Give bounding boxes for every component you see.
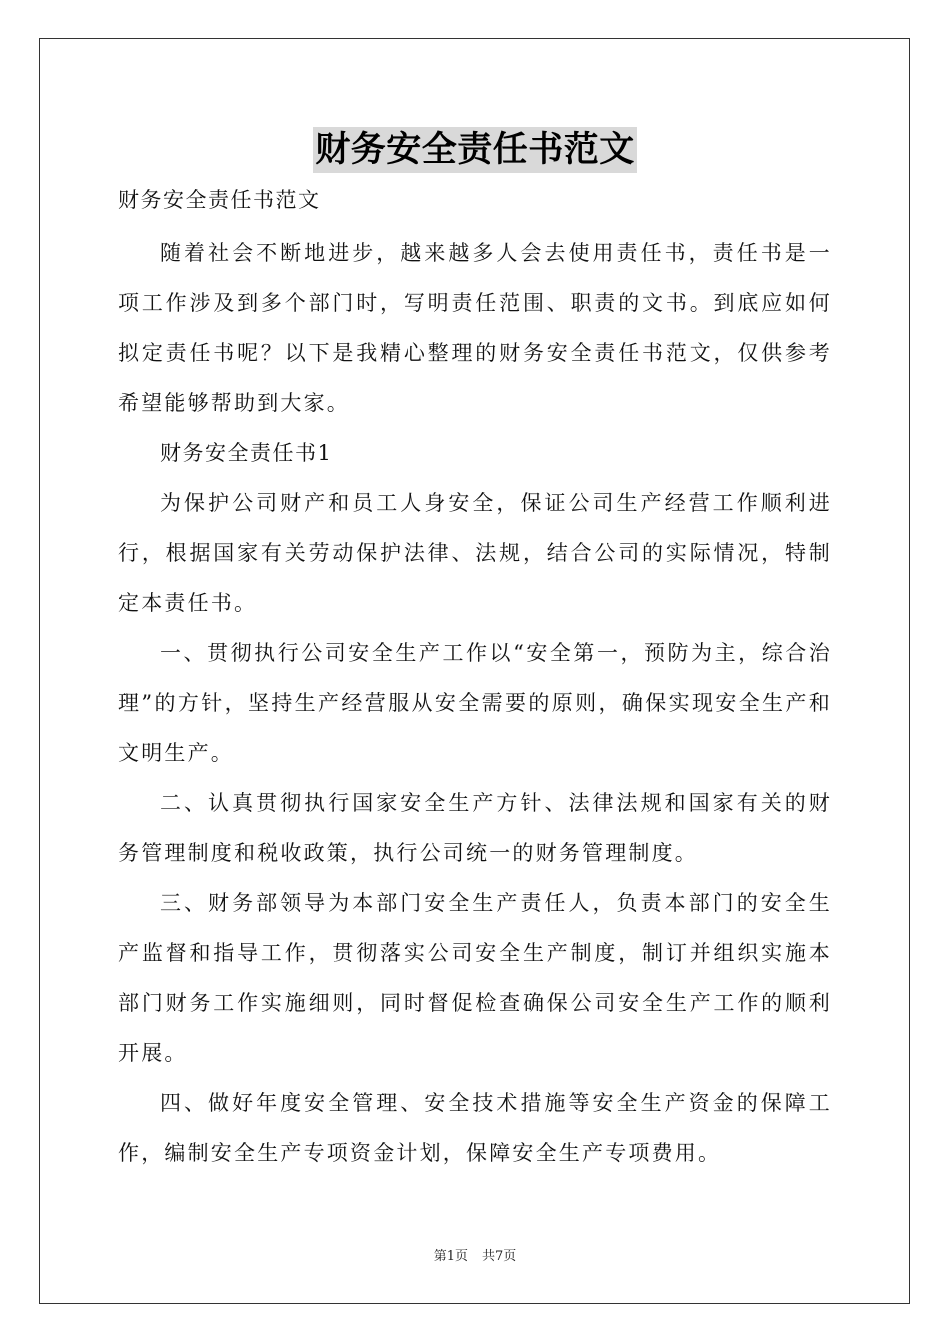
page-footer: [0, 1247, 950, 1267]
section-heading: 财务安全责任书1: [160, 441, 333, 465]
intro-paragraph: 随着社会不断地进步，越来越多人会去使用责任书，责任书是一项工作涉及到多个部门时，写明责任范围、职责的文书。到底应如何拟定责任书呢？以下是我精心整理的财务安全责任书范文，仅供参考希望能够帮助到大家。: [118, 241, 832, 415]
body-paragraph: 为保护公司财产和员工人身安全，保证公司生产经营工作顺利进行，根据国家有关劳动保护法律、法规，结合公司的实际情况，特制定本责任书。: [118, 491, 832, 615]
page-number: 第1页: [433, 1249, 468, 1264]
document-subtitle-line: 财务安全责任书范文: [118, 188, 321, 212]
clause-paragraph: 三、财务部领导为本部门安全生产责任人，负责本部门的安全生产监督和指导工作，贯彻落实公司安全生产制度，制订并组织实施本部门财务工作实施细则，同时督促检查确保公司安全生产工作的顺利开展。: [118, 891, 832, 1065]
clause-paragraph: 二、认真贯彻执行国家安全生产方针、法律法规和国家有关的财务管理制度和税收政策，执行公司统一的财务管理制度。: [118, 791, 832, 865]
page-count: 共7页: [482, 1249, 517, 1264]
clause-paragraph: 四、做好年度安全管理、安全技术措施等安全生产资金的保障工作，编制安全生产专项资金计划，保障安全生产专项费用。: [118, 1091, 832, 1165]
clause-paragraph: 一、贯彻执行公司安全生产工作以“安全第一，预防为主，综合治理”的方针，坚持生产经营服从安全需要的原则，确保实现安全生产和文明生产。: [118, 641, 832, 765]
document-title: 财务安全责任书范文: [313, 127, 637, 173]
title-container: [0, 127, 950, 173]
document-body: [118, 178, 832, 1178]
